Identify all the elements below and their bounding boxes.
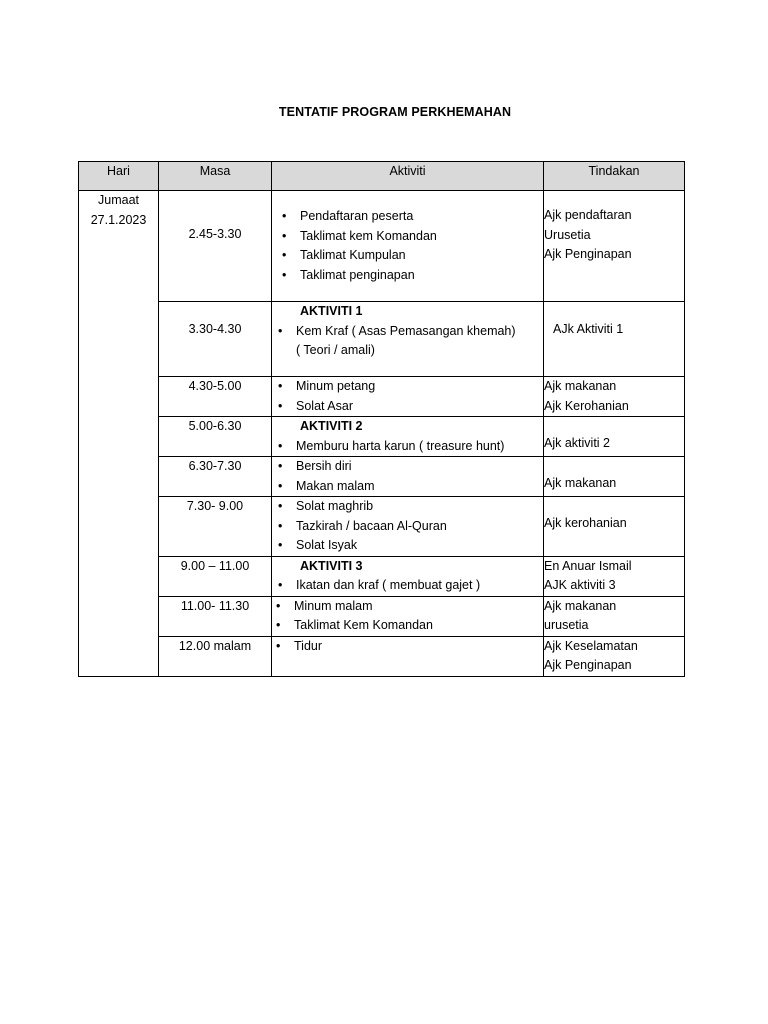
header-hari: Hari bbox=[79, 162, 159, 191]
header-masa: Masa bbox=[159, 162, 272, 191]
activity-item: • Taklimat kem Komandan bbox=[282, 227, 543, 247]
action-cell bbox=[544, 497, 685, 557]
action-item: Ajk makanan bbox=[544, 598, 617, 613]
activity-item: • Ikatan dan kraf ( membuat gajet ) bbox=[278, 576, 543, 596]
day-date: 27.1.2023 bbox=[90, 212, 147, 227]
time-cell: 12.00 malam bbox=[159, 636, 272, 676]
action-item: AJK aktiviti 3 bbox=[544, 578, 616, 592]
action-item: Ajk makanan bbox=[544, 379, 617, 393]
activity-cell bbox=[272, 191, 544, 302]
activity-item: • Solat Asar bbox=[278, 397, 543, 417]
activity-cell bbox=[272, 417, 544, 457]
time-cell: 6.30-7.30 bbox=[159, 457, 272, 497]
activity-cell bbox=[272, 556, 544, 596]
time-cell: 3.30-4.30 bbox=[159, 302, 272, 377]
activity-item: • Solat maghrib bbox=[278, 497, 543, 517]
activity-item bbox=[278, 322, 543, 361]
activity-item: • Memburu harta karun ( treasure hunt) bbox=[278, 437, 543, 457]
action-item: Ajk Penginapan bbox=[544, 247, 632, 261]
activity-item: • Taklimat penginapan bbox=[282, 266, 543, 286]
table-row bbox=[79, 556, 685, 596]
activity-cell bbox=[272, 636, 544, 676]
activity-cell bbox=[272, 457, 544, 497]
activity-cell bbox=[272, 596, 544, 636]
table-row bbox=[79, 191, 685, 302]
action-item: AJk Aktiviti 1 bbox=[553, 322, 624, 336]
time-cell: 5.00-6.30 bbox=[159, 417, 272, 457]
action-cell bbox=[544, 191, 685, 302]
time-cell: 9.00 – 11.00 bbox=[159, 556, 272, 596]
day-cell bbox=[79, 191, 159, 677]
time-cell: 4.30-5.00 bbox=[159, 377, 272, 417]
action-item: Ajk makanan bbox=[544, 476, 617, 490]
time-cell: 7.30- 9.00 bbox=[159, 497, 272, 557]
activity-heading: AKTIVITI 3 bbox=[300, 558, 363, 573]
activity-cell bbox=[272, 302, 544, 377]
activity-item: • Bersih diri bbox=[278, 457, 543, 477]
activity-cell bbox=[272, 497, 544, 557]
table-row bbox=[79, 417, 685, 457]
action-item: Ajk Penginapan bbox=[544, 658, 632, 672]
day-name: Jumaat bbox=[98, 193, 139, 207]
activity-item: • Taklimat Kem Komandan bbox=[276, 616, 543, 636]
activity-item: • Pendaftaran peserta bbox=[282, 207, 543, 227]
document-title: TENTATIF PROGRAM PERKHEMAHAN bbox=[278, 105, 512, 119]
action-item: urusetia bbox=[544, 618, 589, 632]
action-item: Urusetia bbox=[544, 227, 591, 242]
activity-item: • Tidur bbox=[276, 637, 543, 657]
action-item: Ajk aktiviti 2 bbox=[544, 436, 610, 450]
table-row bbox=[79, 497, 685, 557]
schedule-table bbox=[78, 161, 685, 677]
table-row bbox=[79, 457, 685, 497]
action-cell bbox=[544, 636, 685, 676]
activity-item: • Makan malam bbox=[278, 477, 543, 497]
header-tindakan: Tindakan bbox=[544, 162, 685, 191]
action-item: En Anuar Ismail bbox=[544, 558, 632, 573]
action-item: Ajk pendaftaran bbox=[544, 208, 632, 222]
action-cell bbox=[544, 596, 685, 636]
header-aktiviti: Aktiviti bbox=[272, 162, 544, 191]
activity-item: • Minum petang bbox=[278, 377, 543, 397]
activity-heading: AKTIVITI 1 bbox=[300, 304, 363, 318]
table-row bbox=[79, 302, 685, 377]
activity-heading: AKTIVITI 2 bbox=[300, 419, 363, 433]
time-cell: 2.45-3.30 bbox=[159, 191, 272, 302]
action-item: Ajk Keselamatan bbox=[544, 638, 638, 653]
table-row bbox=[79, 636, 685, 676]
action-cell bbox=[544, 457, 685, 497]
action-cell bbox=[544, 556, 685, 596]
activity-item: • Minum malam bbox=[276, 597, 543, 617]
time-cell: 11.00- 11.30 bbox=[159, 596, 272, 636]
activity-item: • Solat Isyak bbox=[278, 536, 543, 556]
table-row bbox=[79, 596, 685, 636]
activity-item-text: Kem Kraf ( Asas Pemasangan khemah) bbox=[296, 323, 516, 338]
activity-item: • Taklimat Kumpulan bbox=[282, 246, 543, 266]
action-cell bbox=[544, 302, 685, 377]
activity-item-continuation: ( Teori / amali) bbox=[296, 343, 375, 357]
table-row bbox=[79, 377, 685, 417]
action-item: Ajk Kerohanian bbox=[544, 398, 629, 413]
action-cell bbox=[544, 377, 685, 417]
action-cell bbox=[544, 417, 685, 457]
action-item: Ajk kerohanian bbox=[544, 516, 627, 530]
activity-cell bbox=[272, 377, 544, 417]
header-row bbox=[79, 162, 685, 191]
activity-item: • Tazkirah / bacaan Al-Quran bbox=[278, 517, 543, 537]
